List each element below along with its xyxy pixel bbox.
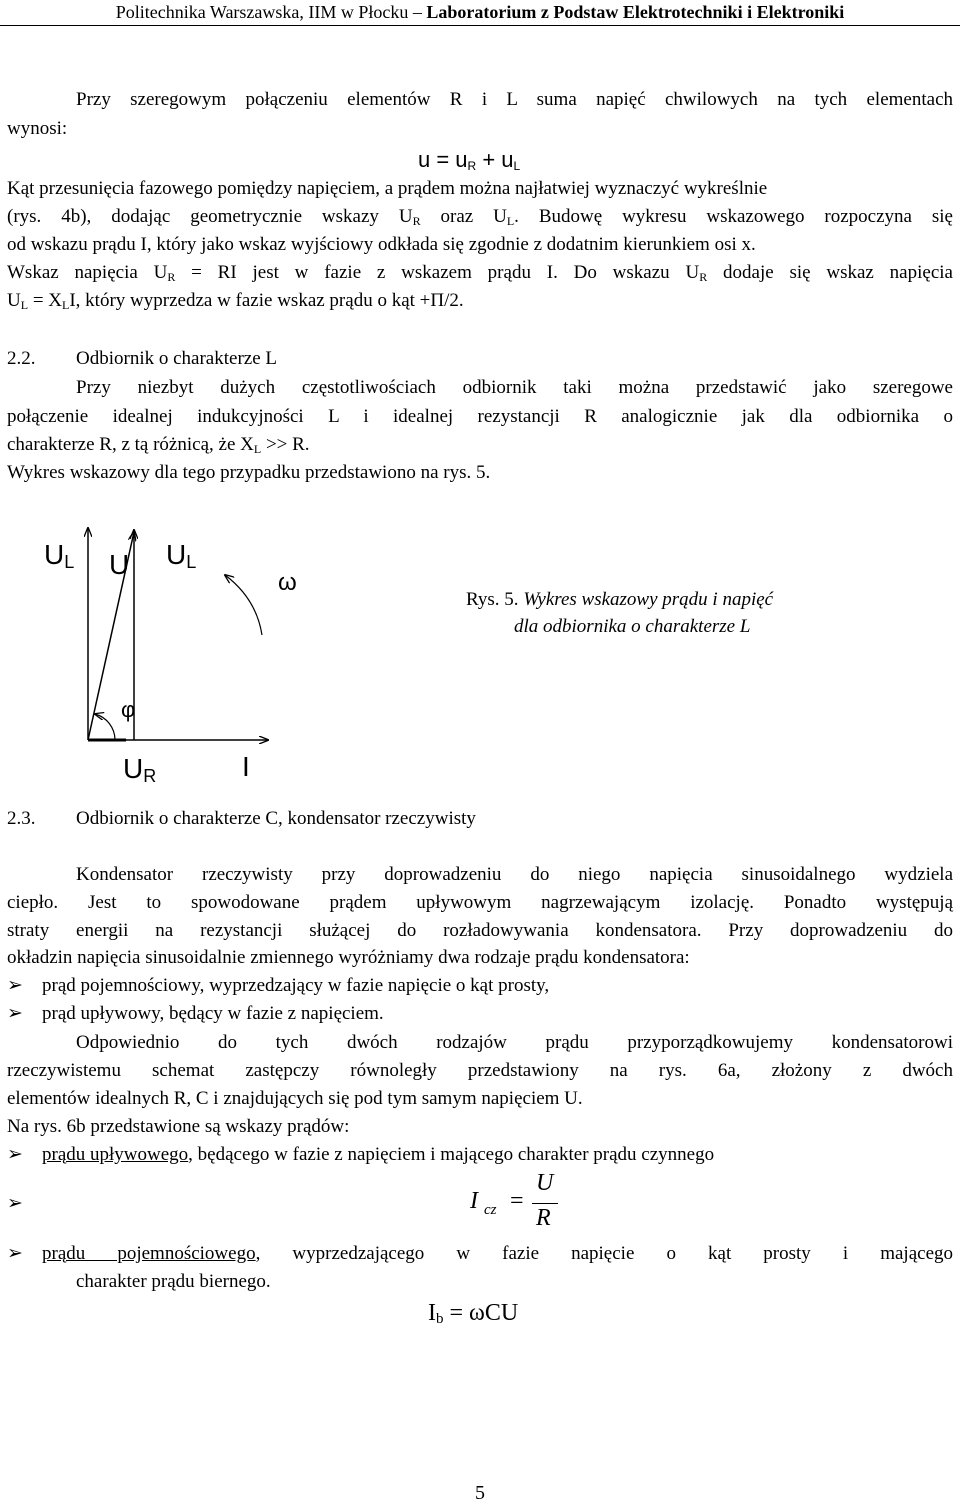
- s22l3b: >> R.: [261, 434, 310, 455]
- section-2-3-line1: Kondensator rzeczywisty przy doprowadzeniu do niego napięcia sinusoidalnego wydziela: [76, 864, 953, 885]
- p2l2-subL: L: [506, 214, 515, 228]
- frac-lhs-sub: cz: [484, 1202, 497, 1218]
- page-number: 5: [475, 1482, 485, 1504]
- label-phi: φ: [121, 697, 136, 722]
- arrowhead-bullet-icon: ➢: [7, 1003, 23, 1024]
- bullet-fraction: [7, 1192, 35, 1216]
- section-2-3-p2-line1: Odpowiednio do tych dwóch rodzajów prądu przyporządkowujemy kondensatorowi: [76, 1032, 953, 1053]
- section-2-3-line3: straty energii na rezystancji służącej do rozładowywania kondensatora. Przy doprowadzeniu do: [7, 920, 953, 941]
- eq1-sub-r: R: [467, 159, 477, 173]
- caption-text-1: Wykres wskazowy prądu i napięć: [523, 589, 774, 610]
- eq2-lhs: I: [428, 1300, 436, 1326]
- section-2-2-heading: [7, 347, 953, 371]
- bullet-capacitive-current: [7, 974, 550, 998]
- arrowhead-bullet-icon: ➢: [7, 1243, 23, 1264]
- bullet-3-rest: , będącego w fazie z napięciem i mającego charakter prądu czynnego: [188, 1144, 715, 1165]
- eq1-mid: + u: [476, 147, 514, 172]
- section-2-3-line2: ciepło. Jest to spowodowane prądem upływowym nagrzewającym izolację. Ponadto występują: [7, 892, 953, 913]
- fraction-bar: [532, 1203, 558, 1204]
- eq1-sub-l: L: [513, 159, 521, 173]
- section-2-3-line4: okładzin napięcia sinusoidalnie zmiennego wyróżniamy dwa rodzaje prądu kondensatora:: [7, 947, 690, 968]
- label-i: I: [242, 751, 250, 782]
- frac-denominator: R: [536, 1205, 551, 1231]
- s22l3-subL: L: [253, 442, 262, 456]
- p2l5-subL2: L: [62, 298, 70, 312]
- header-institution: Politechnika Warszawska, IIM w Płocku –: [115, 2, 427, 22]
- bullet-leakage-current: [7, 1002, 384, 1026]
- section-2-2-line4: Wykres wskazowy dla tego przypadku przedstawiono na rys. 5.: [7, 462, 491, 483]
- label-ur: UR: [123, 753, 157, 786]
- p2l4b: = RI jest w fazie z wskazem prądu I. Do wskazu U: [175, 262, 700, 283]
- para2-line2: [7, 205, 953, 229]
- frac-numerator: U: [536, 1170, 554, 1196]
- page-header: [0, 0, 960, 26]
- p2l5a: U: [7, 290, 21, 311]
- para1-line2: wynosi:: [7, 118, 68, 139]
- p2l2a: (rys. 4b), dodając geometrycznie wskazy U: [7, 206, 413, 227]
- section-2-3-p3: Na rys. 6b przedstawione są wskazy prądów:: [7, 1116, 350, 1137]
- label-omega: ω: [278, 569, 297, 596]
- eq2-rhs: = ωCU: [443, 1300, 519, 1326]
- p2l5b: = X: [28, 290, 63, 311]
- eq2-sub: b: [436, 1311, 444, 1327]
- para2-line1: Kąt przesunięcia fazowego pomiędzy napięciem, a prądem można najłatwiej wyznaczyć wykreślnie: [7, 178, 768, 199]
- phi-arc: [95, 714, 115, 740]
- p2l2b: oraz U: [420, 206, 507, 227]
- omega-arc: [225, 575, 262, 635]
- caption-text-2: dla odbiornika o charakterze L: [514, 616, 751, 637]
- bullet-capacitive-phasor: [7, 1242, 953, 1266]
- section-2-3-heading: [7, 807, 953, 831]
- p2l4-subR1: R: [167, 270, 176, 284]
- bullet-4-rest: , wyprzedzającego w fazie napięcie o kąt prosty i mającego: [255, 1243, 954, 1264]
- equation-u-sum: [418, 147, 520, 173]
- phasor-diagram: [30, 520, 320, 790]
- para1-line1: Przy szeregowym połączeniu elementów R i L suma napięć chwilowych na tych elementach: [76, 89, 953, 110]
- p2l4c: dodaje się wskaz napięcia: [707, 262, 953, 283]
- bullet-leakage-phasor: [7, 1143, 715, 1167]
- arrowhead-bullet-icon: ➢: [7, 1193, 23, 1214]
- arrowhead-bullet-icon: ➢: [7, 1144, 23, 1165]
- fraction-icz: [470, 1168, 610, 1240]
- equation-ib: [428, 1300, 518, 1327]
- s22l3a: charakterze R, z tą różnicą, że X: [7, 434, 254, 455]
- section-2-2-line1: Przy niezbyt dużych częstotliwościach odbiornik taki można przedstawić jako szeregowe: [76, 377, 953, 398]
- label-ul-right: UL: [166, 539, 197, 572]
- p2l4a: Wskaz napięcia U: [7, 262, 168, 283]
- p2l5-subL1: L: [20, 298, 29, 312]
- p2l5c: I, który wyprzedza w fazie wskaz prądu o kąt +Π/2.: [69, 290, 464, 311]
- p2l4-subR2: R: [699, 270, 708, 284]
- label-ul-left: UL: [44, 539, 75, 572]
- bullet-4-underlined: prądu pojemnościowego: [42, 1243, 256, 1264]
- para2-line5: [7, 289, 953, 313]
- arrowhead-bullet-icon: ➢: [7, 975, 23, 996]
- section-2-2-line3: [7, 433, 953, 457]
- section-2-3-p2-line3: elementów idealnych R, C i znajdujących się pod tym samym napięciem U.: [7, 1088, 583, 1109]
- caption-prefix: Rys. 5.: [466, 589, 524, 610]
- bullet-text-1: prąd pojemnościowy, wyprzedzający w fazie napięcie o kąt prosty,: [42, 975, 550, 996]
- section-2-3-number: 2.3.: [7, 808, 36, 829]
- bullet-text-2: prąd upływowy, będący w fazie z napięciem.: [42, 1003, 384, 1024]
- frac-eq-sign: =: [510, 1188, 524, 1214]
- figure-caption-line2: [514, 614, 750, 640]
- bullet-3-underlined: prądu upływowego: [42, 1144, 189, 1165]
- figure-caption-line1: [466, 587, 773, 613]
- p2l2c: . Budowę wykresu wskazowego rozpoczyna się: [514, 206, 953, 227]
- header-lab-title: Laboratorium z Podstaw Elektrotechniki i Elektroniki: [426, 2, 845, 22]
- label-u: U: [109, 549, 130, 580]
- section-2-2-line2: połączenie idealnej indukcyjności L i idealnej rezystancji R analogicznie jak dla odbiornika o: [7, 406, 953, 427]
- eq1-main: u = u: [418, 147, 468, 172]
- para2-line4: [7, 261, 953, 285]
- frac-lhs: I: [470, 1188, 478, 1214]
- para2-line3: od wskazu prądu I, który jako wskaz wyjściowy odkłada się zgodnie z dodatnim kierunkiem osi x.: [7, 234, 756, 255]
- section-2-3-p2-line2: rzeczywistemu schemat zastępczy równoległy przedstawiony na rys. 6a, złożony z dwóch: [7, 1060, 953, 1081]
- p2l2-subR: R: [412, 214, 421, 228]
- section-2-2-title: Odbiornik o charakterze L: [76, 348, 277, 369]
- section-2-2-number: 2.2.: [7, 348, 36, 369]
- section-2-3-title: Odbiornik o charakterze C, kondensator rzeczywisty: [76, 808, 476, 829]
- bullet-4-line2: charakter prądu biernego.: [76, 1271, 271, 1292]
